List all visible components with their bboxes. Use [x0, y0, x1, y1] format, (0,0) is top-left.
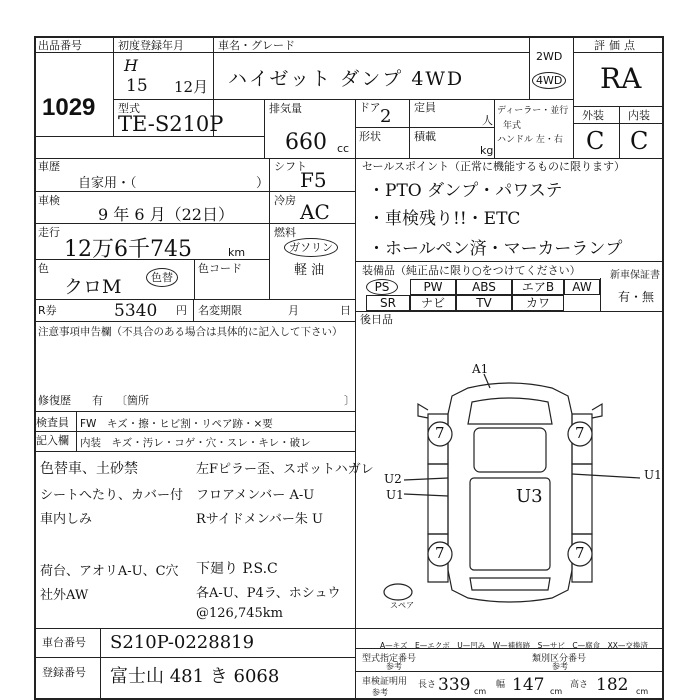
mark-u1-right: U1 — [644, 468, 662, 482]
inspector-row1: FW キズ・擦・ヒビ割・リペア跡・×要 — [80, 418, 273, 430]
equip-navi: ナビ — [410, 295, 456, 311]
fuel-diesel: 軽 油 — [294, 263, 325, 278]
first-reg-box — [114, 36, 214, 100]
fuel-gas: ガソリン — [284, 238, 338, 257]
handle-label: ハンドル 左・右 — [497, 135, 563, 145]
interior-label: 内装 — [628, 109, 650, 122]
check-label: 検査員 — [36, 416, 69, 429]
inspector-note: 下廻り P.S.C — [196, 561, 278, 577]
length-value: 339 — [438, 675, 471, 695]
shape-label: 形状 — [359, 130, 381, 143]
equip-pw: PW — [410, 279, 456, 295]
type-designation-ref: 参考 — [386, 662, 402, 671]
inspection-label: 車検 — [38, 194, 60, 207]
doors-label: ドア — [359, 101, 381, 114]
equip-tv: TV — [456, 295, 512, 311]
shift-label: シフト — [274, 160, 307, 173]
color-code-label: 色コード — [198, 262, 242, 275]
model-name-box — [214, 36, 530, 100]
history-label: 車歴 — [38, 160, 60, 173]
new-car-label: 新車保証書 — [610, 270, 660, 281]
mileage-value: 12万6千745 — [64, 237, 192, 262]
inspector-note: 各A-U、P4ラ、ホシュウ — [196, 586, 341, 601]
selling-point-2: ・車検残り!!・ETC — [368, 209, 521, 229]
shape-box — [356, 128, 410, 158]
lot-number: 1029 — [42, 94, 96, 121]
lot-label: 出品番号 — [38, 39, 82, 52]
wheel-mark-fr: 7 — [575, 424, 585, 442]
ac-value: AC — [300, 200, 330, 224]
inspector-note: シートへたり、カバー付 — [40, 488, 184, 503]
inspector-note: 荷台、アオリA-U、C穴 — [40, 564, 179, 579]
history-row — [34, 158, 270, 192]
shift-value: F5 — [300, 168, 327, 192]
dealer-box — [494, 100, 574, 158]
length-label: 長さ — [418, 680, 437, 690]
mileage-label: 走行 — [38, 226, 60, 239]
color-label: 色 — [38, 262, 49, 275]
inspector-note: 車内しみ — [40, 512, 93, 527]
mark-u1-left: U1 — [386, 488, 404, 502]
equip-airbag: エアB — [512, 279, 564, 295]
inspector-row2: 内装 キズ・汚レ・コゲ・穴・スレ・キレ・破レ — [80, 437, 311, 449]
color-row — [34, 260, 270, 300]
spare-label: スペア — [390, 601, 414, 610]
equipment-label: 装備品（純正品に限り○をつけてください） — [362, 264, 581, 277]
reg-row — [34, 658, 356, 700]
mark-a1: A1 — [472, 362, 489, 376]
name-change-month: 月 — [288, 304, 299, 317]
inspector-note: @126,745km — [196, 606, 283, 621]
rear-seat-label: 後日品 — [360, 313, 393, 326]
ac-box — [270, 192, 356, 224]
mark-u2: U2 — [384, 472, 402, 486]
exterior-value: C — [586, 127, 605, 155]
capacity-unit: 人 — [482, 114, 493, 127]
width-unit: cm — [550, 687, 563, 696]
model-name-hand: ハイゼット ダンプ 4WD — [228, 68, 465, 90]
month-hand: 12月 — [174, 78, 209, 96]
height-unit: cm — [636, 687, 649, 696]
mileage-unit: km — [228, 246, 246, 259]
inspector-note: フロアメンバー A-U — [196, 488, 315, 503]
displacement-label: 排気量 — [269, 102, 302, 115]
category-label: 類別区分番号 — [532, 654, 587, 664]
score-box — [574, 36, 664, 106]
color-value: クロM — [64, 276, 122, 298]
fuel-label: 燃料 — [274, 226, 296, 239]
inspection-cert-ref: 参考 — [372, 688, 388, 697]
wheel-mark-rl: 7 — [435, 544, 445, 562]
equip-sr: SR — [366, 295, 410, 311]
capacity-box — [410, 100, 494, 128]
entry-label: 記入欄 — [36, 434, 69, 447]
ext-int-box — [574, 106, 664, 158]
type-value: TE-S210P — [118, 112, 224, 136]
capacity-label: 定員 — [414, 101, 436, 114]
drive-2wd: 2WD — [536, 50, 563, 63]
history-close: ） — [256, 176, 270, 191]
inspection-value: 9 年 6 月（22日） — [98, 205, 234, 224]
load-unit: kg — [480, 144, 494, 157]
fuel-box — [270, 224, 356, 300]
name-change-label: 名変期限 — [198, 304, 242, 317]
inspector-header — [34, 412, 356, 452]
inspection-cert-label: 車検証明用 — [362, 677, 408, 687]
color-change-label: 色替 — [146, 268, 178, 287]
width-label: 幅 — [496, 680, 506, 690]
type-label: 型式 — [118, 102, 140, 115]
recycle-unit: 円 — [176, 304, 187, 317]
wheel-mark-rr: 7 — [575, 544, 585, 562]
new-car-value: 有・無 — [618, 290, 655, 304]
score-value: RA — [600, 62, 642, 95]
displacement-box — [264, 100, 356, 158]
displacement-value: 660 — [285, 130, 327, 155]
shift-box — [270, 158, 356, 192]
spec-box — [356, 648, 664, 700]
load-label: 積載 — [414, 130, 436, 143]
era-hand: H — [124, 56, 138, 75]
lot-box — [34, 36, 114, 136]
name-change-row — [194, 300, 356, 322]
inspector-note: 社外AW — [40, 588, 89, 603]
repair-value: 有 — [92, 394, 103, 407]
inspector-note: 左Fピラー歪、スポットハガレ — [196, 462, 374, 477]
selling-point-1: ・PTO ダンプ・パワステ — [368, 181, 563, 201]
notes-label: 注意事項申告欄（不具合のある場合は具体的に記入して下さい） — [38, 326, 343, 338]
history-value: 自家用・（ — [78, 176, 137, 191]
inspector-note: Rサイドメンバー朱 U — [196, 512, 323, 527]
chassis-row — [34, 628, 356, 658]
equip-abs: ABS — [456, 279, 512, 295]
chassis-value: S210P-0228819 — [110, 632, 255, 653]
width-value: 147 — [512, 675, 545, 695]
damage-legend: A—キズ E—エクボ U—凹み W—補修跡 S—サビ C—腐食 XX—交換済 — [380, 641, 648, 650]
repair-close: 〕 — [344, 394, 355, 407]
score-label: 評価点 — [594, 39, 639, 52]
dealer-label: ディーラー・並行 — [497, 106, 569, 116]
year-hand: 15 — [126, 76, 148, 96]
height-label: 高さ — [570, 680, 589, 690]
repair-place-label: 〔箇所 — [116, 394, 149, 407]
recycle-value: 5340 — [114, 301, 158, 321]
length-unit: cm — [474, 687, 487, 696]
equip-ps: PS — [366, 279, 398, 295]
model-name-label: 車名・グレード — [218, 39, 295, 52]
interior-value: C — [630, 127, 649, 155]
category-ref: 参考 — [552, 662, 568, 671]
exterior-label: 外装 — [582, 109, 604, 122]
recycle-label: R券 — [38, 304, 57, 317]
chassis-label: 車台番号 — [42, 636, 86, 649]
ac-label: 冷房 — [274, 194, 296, 207]
reg-label: 登録番号 — [42, 666, 86, 679]
first-reg-label: 初度登録年月 — [118, 39, 184, 52]
doors-value: 2 — [380, 106, 392, 127]
load-box — [410, 128, 494, 158]
selling-points-label: セールスポイント（正常に機能するものに限ります） — [362, 160, 626, 173]
inspector-notes — [34, 452, 374, 628]
mark-u3: U3 — [516, 486, 543, 507]
drive-4wd: 4WD — [532, 72, 566, 89]
model-year-label: 年式 — [503, 121, 522, 131]
displacement-unit: cc — [337, 142, 350, 155]
selling-point-3: ・ホールペン済・マーカーランプ — [368, 239, 623, 259]
type-designation-label: 型式指定番号 — [362, 654, 417, 664]
equip-aw: AW — [564, 279, 600, 295]
name-change-day: 日 — [340, 304, 351, 317]
selling-points-box — [356, 158, 664, 262]
doors-box — [356, 100, 410, 128]
inspection-row — [34, 192, 270, 224]
inspector-note: 色替車、土砂禁 — [40, 461, 138, 477]
recycle-row — [34, 300, 194, 322]
mileage-row — [34, 224, 270, 260]
drive-box — [530, 36, 574, 100]
notes-box — [34, 322, 356, 412]
reg-value: 富士山 481 き 6068 — [110, 666, 280, 687]
equip-leather: カワ — [512, 295, 564, 311]
repair-label: 修復歴 — [38, 394, 71, 407]
wheel-mark-fl: 7 — [435, 424, 445, 442]
height-value: 182 — [596, 675, 629, 695]
